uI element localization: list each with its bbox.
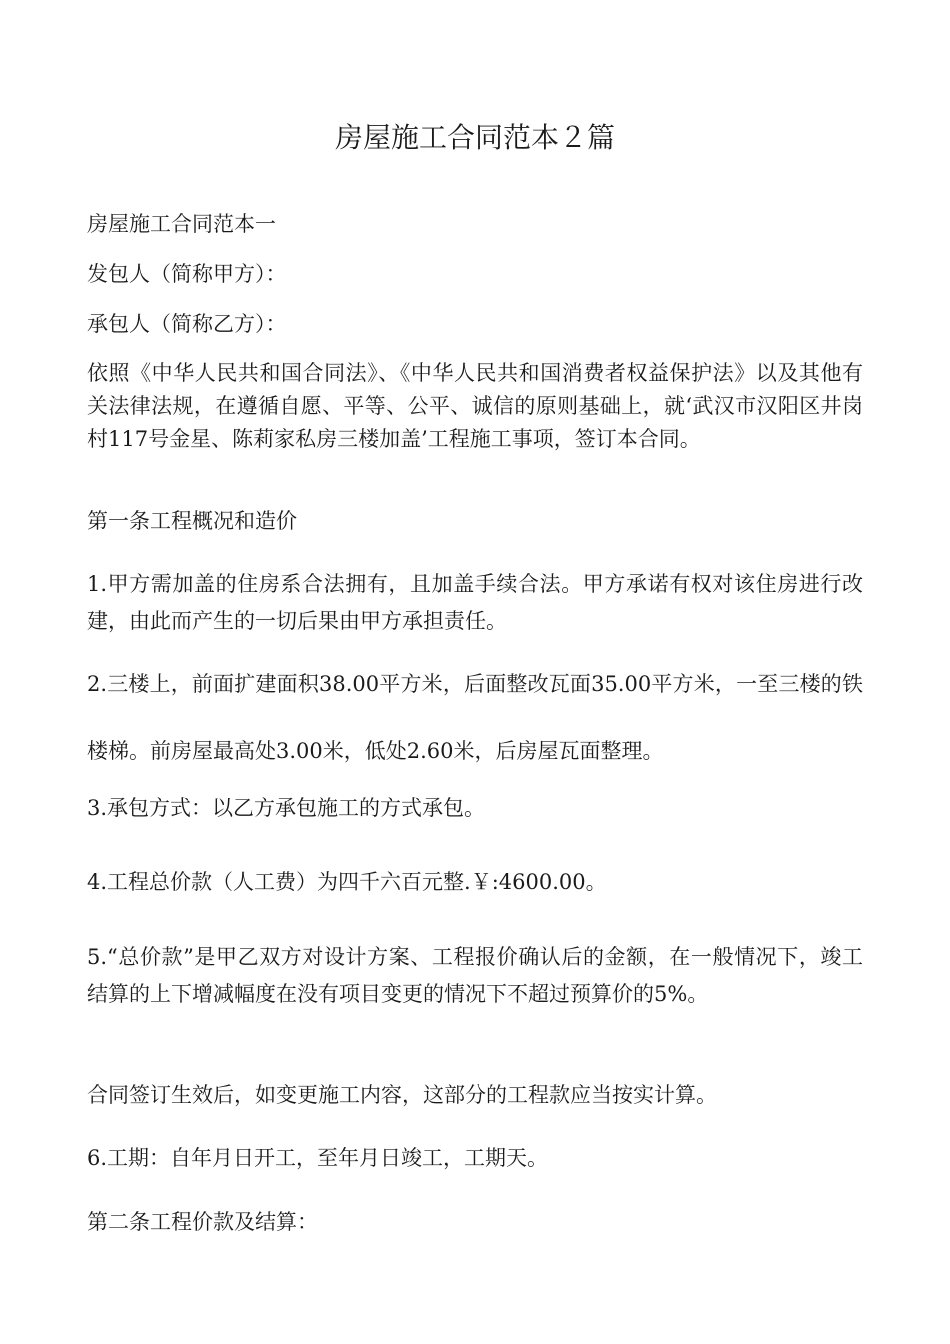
party-a-line: 发包人（简称甲方）： <box>87 262 287 286</box>
clause-4: 4.工程总价款（人工费）为四千六百元整.￥:4600.00。 <box>87 870 607 894</box>
document-title: 房屋施工合同范本２篇 <box>334 121 615 154</box>
party-b-line: 承包人（简称乙方）： <box>87 312 287 336</box>
section-heading-contract-one: 房屋施工合同范本一 <box>87 212 276 236</box>
preamble-paragraph: 依照《中华人民共和国合同法》、《中华人民共和国消费者权益保护法》以及其他有关法律法规，在遵循自愿、平等、公平、诚信的原则基础上，就‘武汉市汉阳区井岗村117号金星、陈莉家私房三楼加盖’工程施工事项，签订本合同。 <box>87 361 863 451</box>
clause-2: 2.三楼上，前面扩建面积38.00平方米，后面整改瓦面35.00平方米，一至三楼的铁楼梯。前房屋最高处3.00米，低处2.60米，后房屋瓦面整理。 <box>87 672 863 763</box>
article-one-heading: 第一条工程概况和造价 <box>87 509 297 533</box>
clause-1: 1.甲方需加盖的住房系合法拥有，且加盖手续合法。甲方承诺有权对该住房进行改建，由此而产生的一切后果由甲方承担责任。 <box>87 572 863 633</box>
clause-3: 3.承包方式：以乙方承包施工的方式承包。 <box>87 796 486 820</box>
clause-5: 5.“总价款”是甲乙双方对设计方案、工程报价确认后的金额，在一般情况下，竣工结算的上下增减幅度在没有项目变更的情况下不超过预算价的5%。 <box>87 945 863 1006</box>
article-two-heading: 第二条工程价款及结算： <box>87 1210 318 1234</box>
clause-6: 6.工期：自年月日开工，至年月日竣工，工期天。 <box>87 1146 549 1170</box>
change-note-paragraph: 合同签订生效后，如变更施工内容，这部分的工程款应当按实计算。 <box>87 1083 717 1107</box>
